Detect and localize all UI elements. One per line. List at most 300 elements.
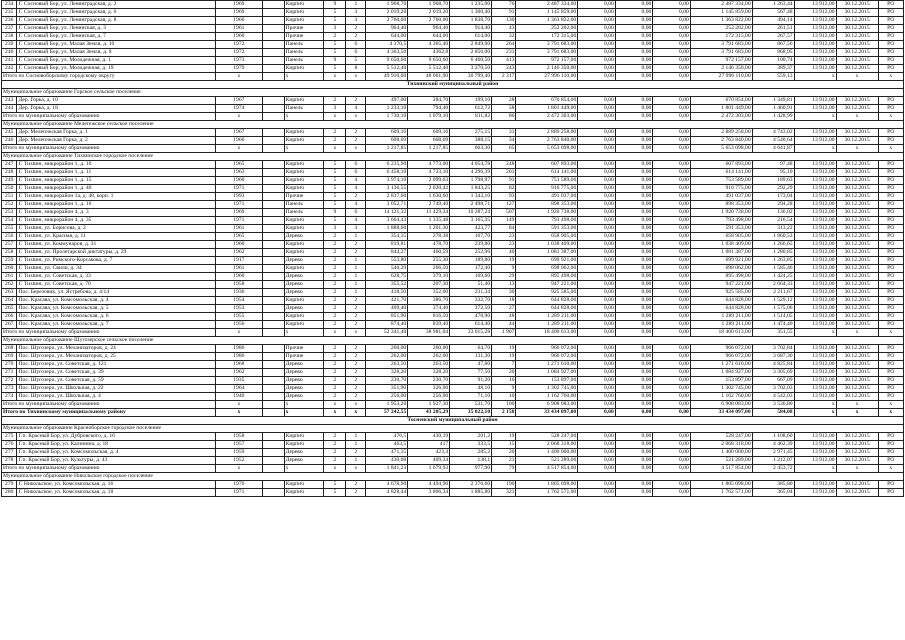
table-cell: 1 263,44 <box>752 1 794 9</box>
table-cell: 413 <box>492 57 516 65</box>
table-cell: 1967 <box>216 129 262 137</box>
table-cell: 30.12.2015 <box>836 185 878 193</box>
table-cell: 6 <box>346 209 366 217</box>
table-cell: x <box>284 145 324 153</box>
table-cell: 33 434 097,00 <box>690 409 752 417</box>
table-cell: 239,80 <box>450 241 492 249</box>
table-cell: Кирпич <box>284 313 324 321</box>
table-cell: 172 315,00 <box>516 33 578 41</box>
table-cell: 256 <box>2 233 17 241</box>
table-cell: 30.12.2015 <box>836 377 878 385</box>
table-cell: 591 353,00 <box>690 225 752 233</box>
table-cell: Г. Тихвин, ул. Борисова, д. 2 <box>17 225 216 233</box>
table-row <box>2 233 904 241</box>
table-cell: 0,00 <box>653 329 691 337</box>
table-cell: 3 165,35 <box>450 217 492 225</box>
table-cell: Г. Никольское, ул. Комсомольская, д. 18 <box>17 489 216 497</box>
table-cell: 30.12.2015 <box>836 353 878 361</box>
table-cell: 0,00 <box>578 265 616 273</box>
table-cell: Пос. Шугозеро, ул. Советская, д. 59 <box>17 377 216 385</box>
table-cell: 1 968,70 <box>366 1 408 9</box>
table-cell: 5 512,40 <box>366 65 408 73</box>
table-row <box>2 57 904 65</box>
table-cell: Дер. Горка, д. 18 <box>17 105 216 113</box>
table-cell: 1969 <box>216 9 262 17</box>
table-cell <box>262 273 284 281</box>
total-label: Итого по муниципальному образованию <box>2 329 216 337</box>
table-cell: 0,00 <box>578 105 616 113</box>
table-cell: РО <box>878 137 904 145</box>
table-row <box>2 185 904 193</box>
table-cell: Пос. Красава, ул. Комсомольская, д. 7 <box>17 321 216 329</box>
table-cell: 2 <box>324 441 346 449</box>
table-cell: 30.12.2015 <box>836 313 878 321</box>
table-cell: 13 912,00 <box>794 257 836 265</box>
table-cell: 0,00 <box>578 225 616 233</box>
table-cell: 256,00 <box>408 393 450 401</box>
table-cell: Г. Тихвин, ул. Красная, д. 11 <box>17 233 216 241</box>
table-cell: 1 762 571,00 <box>516 489 578 497</box>
table-cell: Кирпич <box>284 241 324 249</box>
table-cell: 13 912,00 <box>794 241 836 249</box>
table-cell: Г. Сосновый Бор, ул. Ленинградская, д. 6 <box>17 9 216 17</box>
section-title: Муниципальное образование Горское сельское поселение <box>2 89 904 97</box>
table-cell: 3 270,50 <box>450 65 492 73</box>
table-cell: 0,00 <box>653 105 691 113</box>
table-cell: 839,40 <box>408 321 450 329</box>
table-cell: 966 072,00 <box>516 345 578 353</box>
district-header-row <box>2 417 904 425</box>
table-cell: РО <box>878 193 904 201</box>
table-cell: 172,40 <box>450 265 492 273</box>
table-cell: 8 <box>346 65 366 73</box>
table-cell: 13 912,00 <box>794 265 836 273</box>
table-cell <box>262 169 284 177</box>
table-cell: 262 <box>2 281 17 289</box>
table-cell: 273 <box>2 385 17 393</box>
section-header-row <box>2 89 904 97</box>
table-cell: 0,00 <box>578 401 616 409</box>
table-cell: x <box>216 73 262 81</box>
table-cell: РО <box>878 449 904 457</box>
table-cell: РО <box>878 289 904 297</box>
table-cell: РО <box>878 233 904 241</box>
total-label: Итого по муниципальному образованию <box>2 465 216 473</box>
table-cell: 0,00 <box>615 433 653 441</box>
table-cell: 0,00 <box>615 97 653 105</box>
table-cell: 2 889 258,00 <box>690 129 752 137</box>
table-cell: 2 760,00 <box>408 17 450 25</box>
table-cell: 1 762 571,00 <box>690 489 752 497</box>
table-cell: 607 893,00 <box>516 161 578 169</box>
table-cell: 1 081 387,00 <box>516 249 578 257</box>
table-cell: Г. Тихвин, микрорайон 1, д. 11 <box>17 169 216 177</box>
table-cell: 0,00 <box>578 449 616 457</box>
table-cell: Прочие <box>284 33 324 41</box>
table-cell: 13 912,00 <box>794 321 836 329</box>
table-cell: 30.12.2015 <box>836 217 878 225</box>
table-cell: 9 650,60 <box>408 57 450 65</box>
table-cell: 13 912,00 <box>794 457 836 465</box>
table-cell: 1 575,06 <box>752 305 794 313</box>
table-cell: 30.12.2015 <box>836 57 878 65</box>
total-row <box>2 73 904 81</box>
table-cell: Дер. Мелегежская Горка, д. 2 <box>17 137 216 145</box>
table-cell: x <box>284 73 324 81</box>
table-cell: 131,30 <box>450 353 492 361</box>
table-cell: 667,09 <box>752 377 794 385</box>
table-cell: 13 912,00 <box>794 169 836 177</box>
table-row <box>2 25 904 33</box>
table-cell: 1917 <box>216 257 262 265</box>
table-cell: 13 912,00 <box>794 1 836 9</box>
table-cell: 0,00 <box>615 377 653 385</box>
table-cell: 1962 <box>216 249 262 257</box>
table-cell <box>262 457 284 465</box>
table-cell: 409,34 <box>408 457 450 465</box>
table-cell: 260 <box>2 265 17 273</box>
table-cell: 13 912,00 <box>794 273 836 281</box>
table-cell: 260,00 <box>408 345 450 353</box>
table-cell: Г.п. Красный Бор, ул. Калинина, д. 18 <box>17 441 216 449</box>
table-cell: 252 202,00 <box>516 25 578 33</box>
table-cell: 0,00 <box>578 201 616 209</box>
table-cell: 2 068 318,00 <box>690 441 752 449</box>
table-cell: Дерево <box>284 257 324 265</box>
table-cell: 421,70 <box>366 297 408 305</box>
table-cell: 172 315,00 <box>690 33 752 41</box>
table-cell: 966 072,00 <box>516 353 578 361</box>
table-cell: 460,59 <box>408 249 450 257</box>
table-cell: 3 <box>346 9 366 17</box>
table-cell: 0,00 <box>653 409 691 417</box>
table-cell: 0,00 <box>578 185 616 193</box>
table-row <box>2 313 904 321</box>
table-cell: 20 <box>492 369 516 377</box>
table-cell: 1960 <box>216 33 262 41</box>
table-cell: Г.п. Красный Бор, ул. Дубровского, д. 16 <box>17 433 216 441</box>
table-cell: Панель <box>284 41 324 49</box>
table-cell <box>262 233 284 241</box>
table-cell: 584,08 <box>752 409 794 417</box>
table-cell: 0,00 <box>653 401 691 409</box>
table-cell: 266 <box>2 313 17 321</box>
table-row <box>2 217 904 225</box>
table-cell: 4 <box>346 105 366 113</box>
table-cell: 30.12.2015 <box>836 41 878 49</box>
table-cell: РО <box>878 489 904 497</box>
table-cell: x <box>794 145 836 153</box>
table-cell: 6 460,50 <box>450 57 492 65</box>
table-cell <box>262 9 284 17</box>
table-cell: 2 498,71 <box>450 201 492 209</box>
table-cell <box>262 257 284 265</box>
table-cell: 540,29 <box>366 265 408 273</box>
table-cell: 1 363 822,00 <box>516 17 578 25</box>
table-cell: 0,00 <box>615 201 653 209</box>
table-cell: 868,95 <box>752 49 794 57</box>
table-cell: x <box>836 113 878 121</box>
table-cell: 1 335,48 <box>408 217 450 225</box>
table-cell: 898 353,00 <box>516 201 578 209</box>
table-cell: x <box>836 145 878 153</box>
table-cell: x <box>878 73 904 81</box>
table-cell: 4362,8 <box>408 49 450 57</box>
table-cell: 0,00 <box>653 193 691 201</box>
table-cell: 18 400 613,00 <box>516 329 578 337</box>
table-cell: 276 <box>2 441 17 449</box>
table-cell: 2 <box>346 393 366 401</box>
table-cell: 6 908 083,00 <box>516 401 578 409</box>
table-cell: 1 271 610,00 <box>690 361 752 369</box>
table-cell: 0,00 <box>653 321 691 329</box>
table-cell: 326,00 <box>408 385 450 393</box>
table-cell: 2 <box>324 393 346 401</box>
section-title: Муниципальное образование Никольское городское поселение <box>2 473 904 481</box>
table-cell: 567,48 <box>752 9 794 17</box>
table-cell: 27 <box>492 305 516 313</box>
table-row <box>2 177 904 185</box>
table-row <box>2 385 904 393</box>
table-cell: РО <box>878 105 904 113</box>
table-cell: 4 773,00 <box>408 161 450 169</box>
table-cell: 313,22 <box>752 225 794 233</box>
table-row <box>2 249 904 257</box>
table-cell: 1 801 449,00 <box>516 105 578 113</box>
table-cell: 49 910,00 <box>366 73 408 81</box>
table-cell: Кирпич <box>284 65 324 73</box>
table-cell: 3 305,69 <box>752 369 794 377</box>
table-cell: Кирпич <box>284 1 324 9</box>
table-cell: 4 542,03 <box>752 393 794 401</box>
table-cell: 5 <box>324 9 346 17</box>
table-cell: 248 <box>492 161 516 169</box>
table-cell: 65 <box>492 145 516 153</box>
table-cell: x <box>324 465 346 473</box>
table-cell: x <box>284 401 324 409</box>
table-cell: 254 <box>2 217 17 225</box>
table-cell: 607 893,00 <box>690 161 752 169</box>
table-cell: 321 <box>492 489 516 497</box>
table-cell: 1958 <box>216 281 262 289</box>
table-cell: 237 <box>2 25 17 33</box>
district-title: Тихвинский муниципальный район <box>2 81 904 89</box>
table-cell: 47,80 <box>450 361 492 369</box>
table-cell: РО <box>878 249 904 257</box>
table-cell: 2 <box>324 281 346 289</box>
table-cell: 3 <box>324 225 346 233</box>
table-cell: Г. Тихвин, ул. Советская, д. 70 <box>17 281 216 289</box>
table-cell: x <box>794 409 836 417</box>
table-cell: 30.12.2015 <box>836 361 878 369</box>
table-cell: 0,00 <box>653 161 691 169</box>
table-cell: 57 242,55 <box>366 409 408 417</box>
table-cell: 13 912,00 <box>794 385 836 393</box>
table-cell: 1 038 409,00 <box>516 241 578 249</box>
table-cell: 608,69 <box>366 137 408 145</box>
table-cell: 13 912,00 <box>794 201 836 209</box>
table-cell: 1 798,97 <box>450 177 492 185</box>
table-cell: 2 <box>324 385 346 393</box>
table-cell: 3 664,43 <box>366 217 408 225</box>
table-cell: 614,40 <box>450 321 492 329</box>
table-cell: 0,00 <box>653 65 691 73</box>
table-cell: Дерево <box>284 377 324 385</box>
table-cell: 972 157,00 <box>516 57 578 65</box>
table-cell: 2 <box>346 297 366 305</box>
table-cell: 33 015,28 <box>450 329 492 337</box>
table-cell: 277 <box>2 449 17 457</box>
table-cell: Прочие <box>284 345 324 353</box>
table-cell: 93 <box>492 193 516 201</box>
table-cell: 612,72 <box>450 105 492 113</box>
table-cell: 423,4 <box>408 449 450 457</box>
table-cell: 30.12.2015 <box>836 297 878 305</box>
total-label: Итого по Тихвинскому муниципальному району <box>2 409 216 417</box>
table-cell: 48,10 <box>450 385 492 393</box>
table-cell: РО <box>878 65 904 73</box>
table-cell: 0,00 <box>615 401 653 409</box>
table-cell: 33 434 097,00 <box>516 409 578 417</box>
table-cell: 30.12.2015 <box>836 9 878 17</box>
table-cell: x <box>324 73 346 81</box>
table-cell: 2 <box>324 257 346 265</box>
table-cell: РО <box>878 129 904 137</box>
table-cell: 4 517 854,00 <box>690 465 752 473</box>
table-cell: 851,90 <box>366 313 408 321</box>
table-row <box>2 361 904 369</box>
table-cell: 1 424,25 <box>752 273 794 281</box>
table-cell: 0,00 <box>615 273 653 281</box>
table-cell: 0,00 <box>653 281 691 289</box>
table-cell: 230,70 <box>366 377 408 385</box>
table-cell: 0,00 <box>578 369 616 377</box>
total-row <box>2 113 904 121</box>
table-cell: x <box>346 401 366 409</box>
table-cell: Дерево <box>284 233 324 241</box>
table-cell: 1 400 000,00 <box>516 449 578 457</box>
table-cell: 417 <box>408 441 450 449</box>
table-cell: 2 <box>346 305 366 313</box>
table-cell: 257 <box>2 241 17 249</box>
table-cell: 816,50 <box>408 313 450 321</box>
table-cell: 235 <box>2 9 17 17</box>
table-cell: 2 763 840,00 <box>690 137 752 145</box>
table-cell: 27 996 110,00 <box>516 73 578 81</box>
table-cell: 1952 <box>216 457 262 465</box>
table-cell: 2 020,42 <box>408 185 450 193</box>
table-cell: 0,00 <box>615 297 653 305</box>
table-cell: 5 <box>324 65 346 73</box>
table-cell: Панель <box>284 49 324 57</box>
table-cell: Дерево <box>284 457 324 465</box>
table-cell: 0,00 <box>615 321 653 329</box>
table-row <box>2 305 904 313</box>
table-cell: 264 <box>492 41 516 49</box>
table-cell: 44 <box>492 321 516 329</box>
table-cell <box>262 345 284 353</box>
table-cell: РО <box>878 377 904 385</box>
table-cell: 1 162 760,00 <box>690 393 752 401</box>
table-cell: 1 <box>346 233 366 241</box>
table-cell: 2 <box>324 33 346 41</box>
table-cell: 1961 <box>216 25 262 33</box>
table-cell: 52 341,40 <box>366 329 408 337</box>
table-cell: Кирпич <box>284 265 324 273</box>
table-cell: Г. Тихвин, ул. Пролетарской диктатуры, д. 29 <box>17 249 216 257</box>
table-cell: 2 856,00 <box>450 49 492 57</box>
table-cell: 0,00 <box>578 65 616 73</box>
table-cell: 246 <box>2 137 17 145</box>
table-cell: 670 854,00 <box>516 97 578 105</box>
table-cell: 2 <box>346 377 366 385</box>
table-cell: x <box>794 113 836 121</box>
table-cell: x <box>324 401 346 409</box>
table-cell: x <box>836 401 878 409</box>
table-cell: 1 280,85 <box>752 249 794 257</box>
table-cell: 1 201,30 <box>408 225 450 233</box>
table-cell: Кирпич <box>284 129 324 137</box>
table-cell: 2 <box>324 97 346 105</box>
table-cell: 0,00 <box>653 457 691 465</box>
table-cell: 0,00 <box>578 345 616 353</box>
table-cell: 249 <box>2 177 17 185</box>
table-cell: 30.12.2015 <box>836 97 878 105</box>
table-cell: 236 <box>2 17 17 25</box>
table-cell: x <box>346 329 366 337</box>
table-cell: 259 <box>2 257 17 265</box>
table-cell: x <box>836 73 878 81</box>
table-cell: 262,00 <box>408 353 450 361</box>
table-cell: Дерево <box>284 449 324 457</box>
table-cell <box>262 481 284 489</box>
district-title: Тосненский муниципальный район <box>2 417 904 425</box>
table-cell: 4 540,64 <box>752 137 794 145</box>
table-cell: 13 912,00 <box>794 345 836 353</box>
table-cell: 2 <box>346 129 366 137</box>
table-cell: 0,00 <box>653 361 691 369</box>
table-cell: 267,57 <box>752 33 794 41</box>
table-cell: РО <box>878 353 904 361</box>
table-cell: 1 212,07 <box>752 457 794 465</box>
table-cell: 1955 <box>216 313 262 321</box>
table-cell: 0,00 <box>653 305 691 313</box>
table-cell: x <box>216 329 262 337</box>
table-cell: 2 <box>346 345 366 353</box>
table-cell: 1 801 449,00 <box>690 105 752 113</box>
table-row <box>2 321 904 329</box>
table-cell: 23 <box>492 241 516 249</box>
table-cell: 966 072,00 <box>690 353 752 361</box>
table-cell: Пос. Шугозеро, ул. Механизаторов, д. 24 <box>17 345 216 353</box>
table-cell: 95,10 <box>752 169 794 177</box>
table-cell: 1 233,10 <box>366 105 408 113</box>
table-cell: 252 202,00 <box>690 25 752 33</box>
table-cell: 5 653 098,00 <box>690 145 752 153</box>
table-cell: 2 <box>324 377 346 385</box>
table-cell: 591 353,00 <box>516 225 578 233</box>
table-cell: 1965 <box>216 233 262 241</box>
table-cell: 19 <box>492 353 516 361</box>
table-cell: 0,00 <box>653 57 691 65</box>
table-cell: 0,00 <box>615 113 653 121</box>
table-cell: 365,04 <box>752 489 794 497</box>
table-cell: 0,00 <box>578 233 616 241</box>
table-row <box>2 489 904 497</box>
table-cell: 13 912,00 <box>794 233 836 241</box>
table-row <box>2 33 904 41</box>
table-cell: Кирпич <box>284 433 324 441</box>
